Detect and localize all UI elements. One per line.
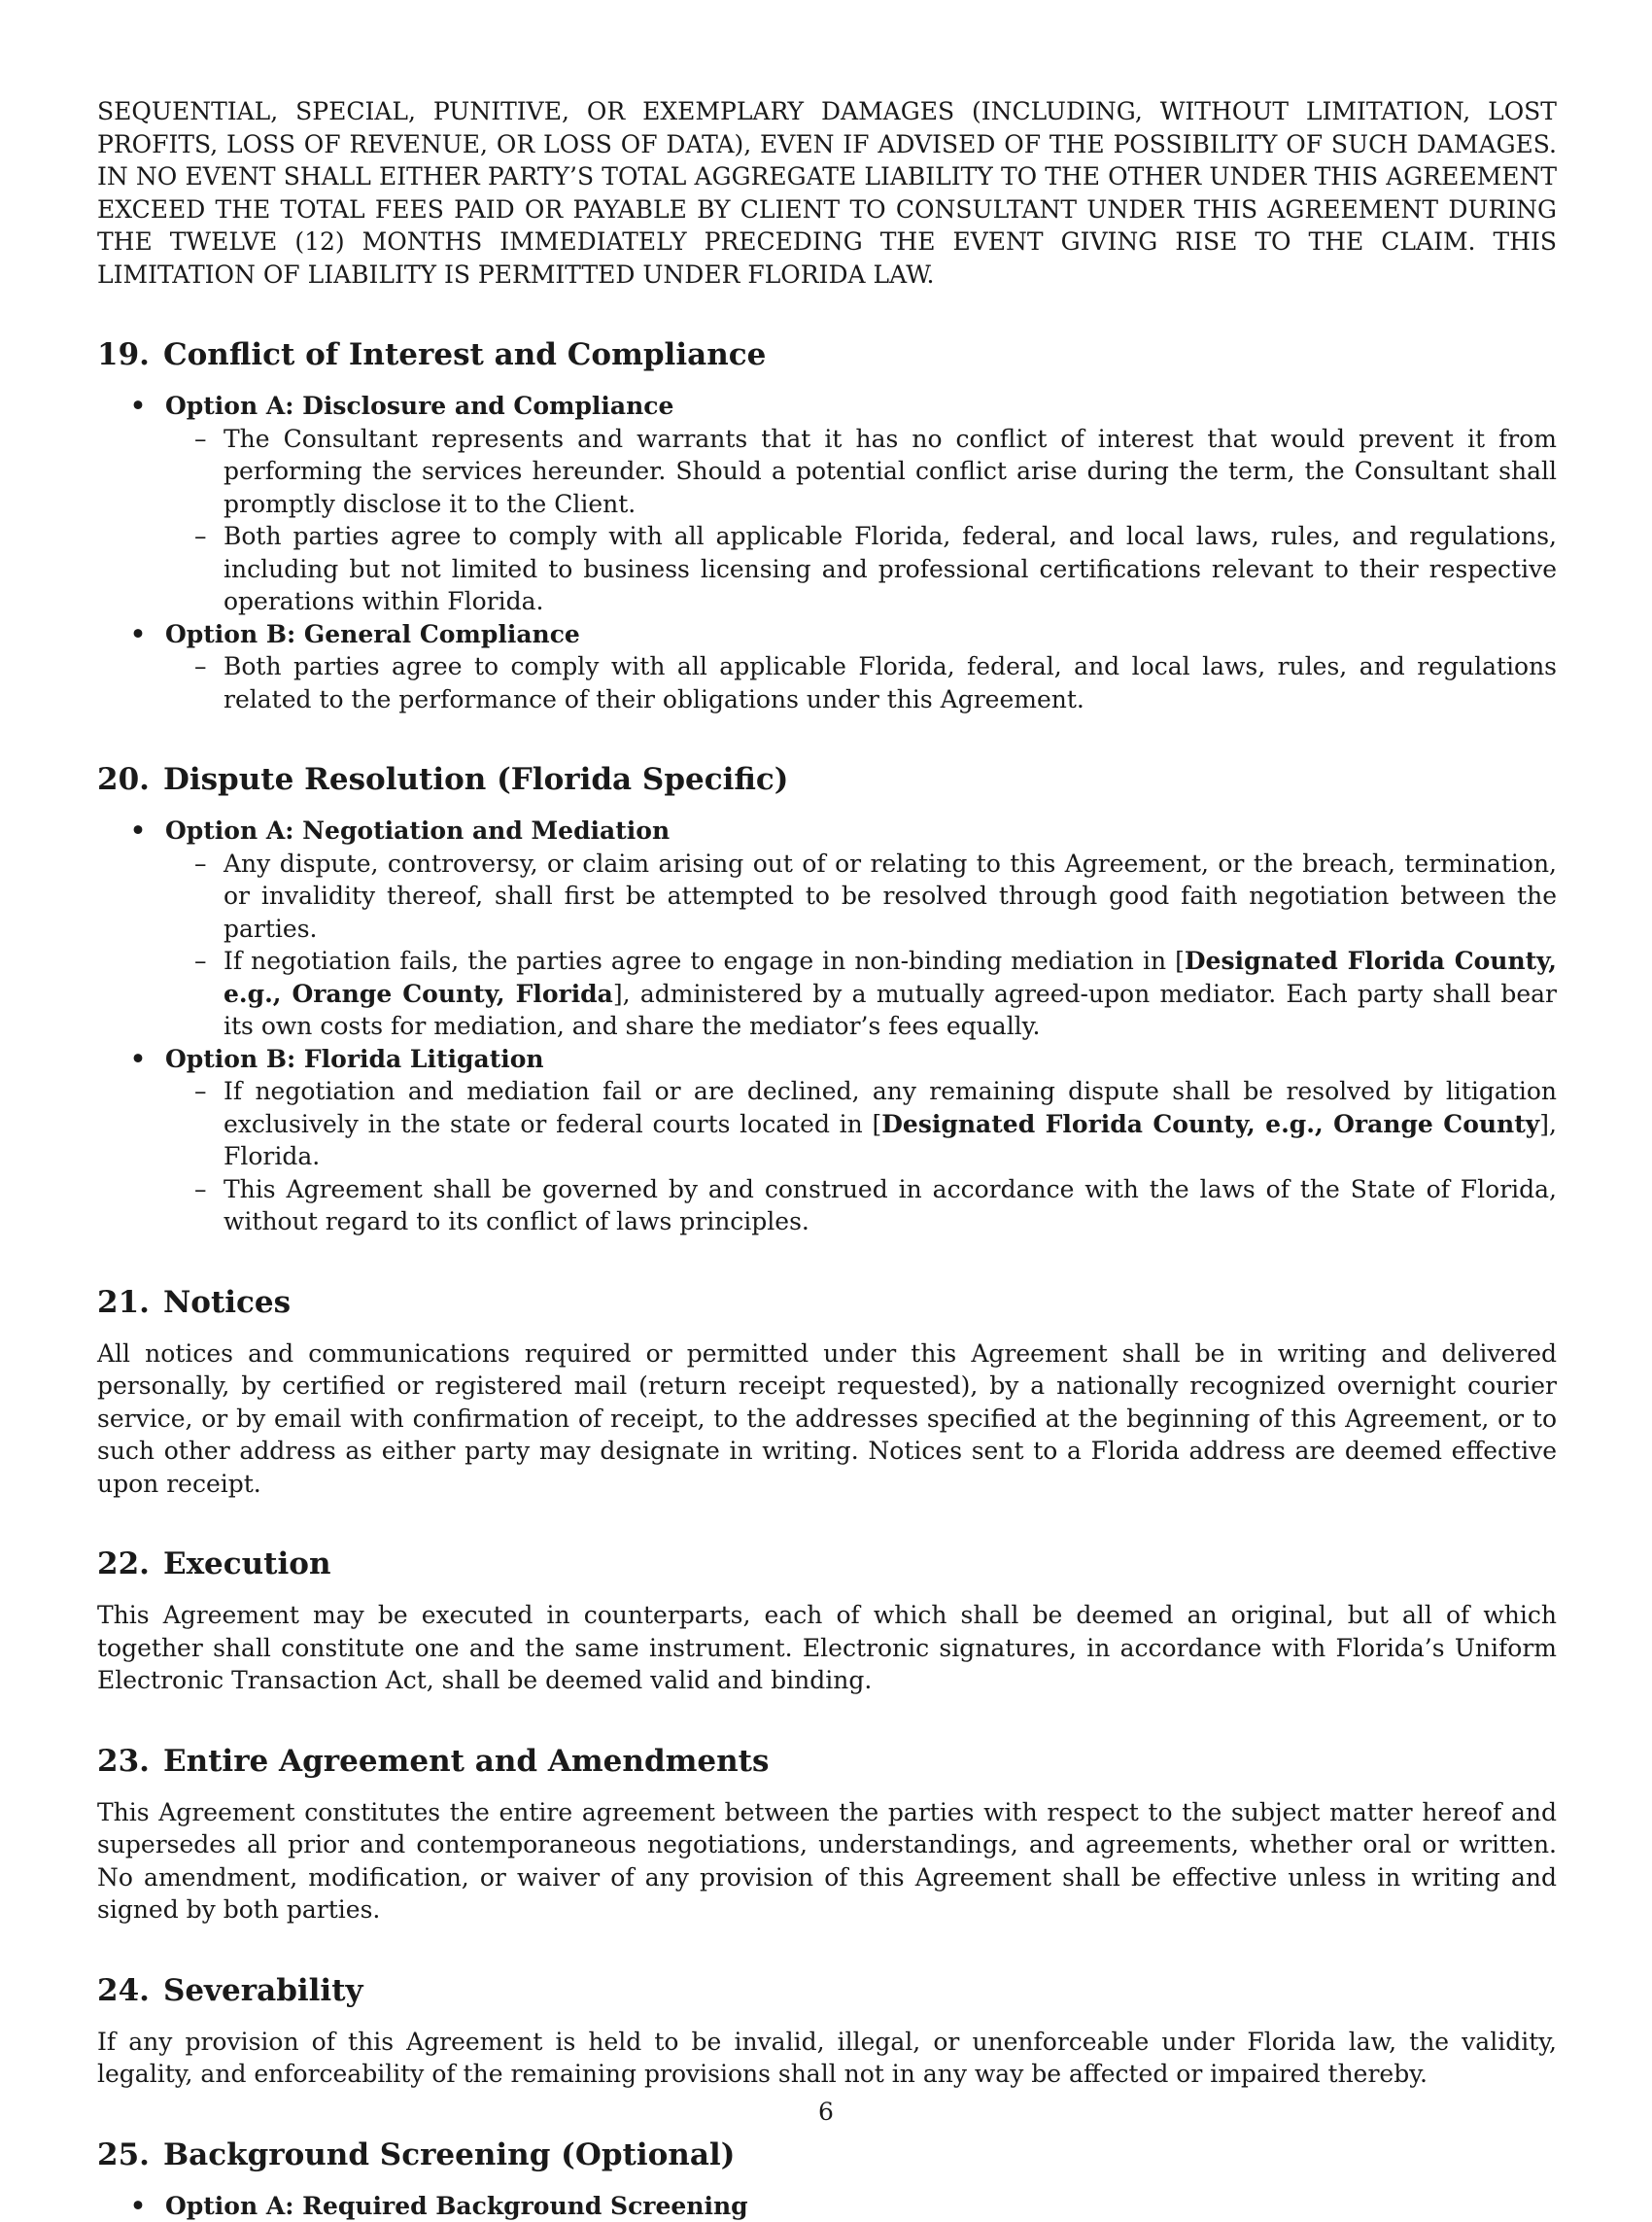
- option-subitems: [165, 1075, 1557, 1238]
- option-title: Option A: Required Background Screening: [165, 2190, 1557, 2222]
- dash-icon: –: [194, 1173, 207, 1206]
- option-title: Option A: Disclosure and Compliance: [165, 390, 1557, 423]
- section-22-heading: [97, 1545, 1557, 1583]
- option-subitems: [165, 423, 1557, 618]
- option-item: [97, 618, 1557, 716]
- bullet-icon: •: [130, 390, 146, 423]
- option-subitems: [165, 848, 1557, 1043]
- bullet-icon: •: [130, 618, 146, 651]
- section-title: Notices: [163, 1285, 291, 1320]
- section-number: 19.: [97, 337, 150, 372]
- section-25-options: [97, 2190, 1557, 2222]
- list-item: – Any dispute, controversy, or claim arising out of or relating to this Agreement, or the breach, termination, or invalidity thereof, shall first be attempted to be resolved through good faith negotiation between the parties.: [165, 848, 1557, 946]
- bullet-icon: •: [130, 815, 146, 848]
- section-22-body: This Agreement may be executed in counterparts, each of which shall be deemed an original, but all of which together shall constitute one and the same instrument. Electronic signatures, in accordance with Florida’s Uniform Electronic Transaction Act, shall be deemed valid and binding.: [97, 1599, 1557, 1697]
- list-item: – If negotiation and mediation fail or are declined, any remaining dispute shall be resolved by litigation exclusively in the state or federal courts located in [Designated Florida County, e.g., Orange County], Florida.: [165, 1075, 1557, 1173]
- list-item: – Both parties agree to comply with all applicable Florida, federal, and local laws, rules, and regulations, including but not limited to business licensing and professional certifications relevant to their respective operations within Florida.: [165, 520, 1557, 618]
- section-title: Execution: [163, 1546, 331, 1581]
- section-23-body: This Agreement constitutes the entire agreement between the parties with respect to the subject matter hereof and supersedes all prior and contemporaneous negotiations, understandings, and agreements, whether oral or written. No amendment, modification, or waiver of any provision of this Agreement shall be effective unless in writing and signed by both parties.: [97, 1796, 1557, 1927]
- dash-icon: –: [194, 650, 207, 683]
- dash-icon: –: [194, 423, 207, 456]
- option-subitems: [165, 650, 1557, 715]
- page-number: 6: [0, 2098, 1652, 2126]
- section-title: Conflict of Interest and Compliance: [163, 337, 766, 372]
- section-number: 23.: [97, 1744, 150, 1779]
- section-24-heading: [97, 1971, 1557, 2010]
- dash-icon: –: [194, 945, 207, 978]
- section-23-heading: [97, 1742, 1557, 1781]
- section-19-options: [97, 390, 1557, 715]
- option-item: [97, 390, 1557, 618]
- bullet-icon: •: [130, 1043, 146, 1076]
- section-24-body: If any provision of this Agreement is held to be invalid, illegal, or unenforceable under Florida law, the validity, legality, and enforceability of the remaining provisions shall not in any way be affected or impaired thereby.: [97, 2026, 1557, 2091]
- option-title: Option B: General Compliance: [165, 618, 1557, 651]
- section-title: Dispute Resolution (Florida Specific): [163, 762, 789, 797]
- list-item: – Both parties agree to comply with all applicable Florida, federal, and local laws, rules, and regulations related to the performance of their obligations under this Agreement.: [165, 650, 1557, 715]
- section-21-body: All notices and communications required or permitted under this Agreement shall be in writing and delivered personally, by certified or registered mail (return receipt requested), by a nationally recognized overnight courier service, or by email with confirmation of receipt, to the addresses specified at the beginning of this Agreement, or to such other address as either party may designate in writing. Notices sent to a Florida address are deemed effective upon receipt.: [97, 1337, 1557, 1501]
- option-item: [97, 815, 1557, 1043]
- section-21-heading: [97, 1283, 1557, 1322]
- section-title: Background Screening (Optional): [163, 2137, 735, 2172]
- option-title: Option B: Florida Litigation: [165, 1043, 1557, 1076]
- section-title: Entire Agreement and Amendments: [163, 1744, 770, 1779]
- section-20-heading: [97, 760, 1557, 799]
- list-item: – This Agreement shall be governed by and construed in accordance with the laws of the State of Florida, without regard to its conflict of laws principles.: [165, 1173, 1557, 1238]
- section-number: 25.: [97, 2137, 150, 2172]
- placeholder-county: Designated Florida County, e.g., Orange County: [881, 1110, 1539, 1138]
- section-20-options: [97, 815, 1557, 1238]
- placeholder-county: Designated Florida County, e.g., Orange County, Florida: [224, 947, 1557, 1008]
- section-19-heading: [97, 335, 1557, 374]
- section-number: 22.: [97, 1546, 150, 1581]
- document-page: [97, 95, 1557, 2222]
- option-item: [97, 1043, 1557, 1238]
- list-item: – The Consultant represents and warrants that it has no conflict of interest that would prevent it from performing the services hereunder. Should a potential conflict arise during the term, the Consultant shall promptly disclose it to the Client.: [165, 423, 1557, 521]
- option-title: Option A: Negotiation and Mediation: [165, 815, 1557, 848]
- list-item: – If negotiation fails, the parties agree to engage in non-binding mediation in [Designated Florida County, e.g., Orange County, Florida], administered by a mutually agreed-upon mediator. Each party shall bear its own costs for mediation, and share the mediator’s fees equally.: [165, 945, 1557, 1043]
- bullet-icon: •: [130, 2190, 146, 2222]
- section-number: 20.: [97, 762, 150, 797]
- section-number: 21.: [97, 1285, 150, 1320]
- section-number: 24.: [97, 1973, 150, 2008]
- option-item: [97, 2190, 1557, 2222]
- dash-icon: –: [194, 1075, 207, 1108]
- dash-icon: –: [194, 848, 207, 881]
- liability-continuation-text: SEQUENTIAL, SPECIAL, PUNITIVE, OR EXEMPLARY DAMAGES (INCLUDING, WITHOUT LIMITATION, LOST PROFITS, LOSS OF REVENUE, OR LOSS OF DATA), EVEN IF ADVISED OF THE POSSIBILITY OF SUCH DAMAGES. IN NO EVENT SHALL EITHER PARTY’S TOTAL AGGREGATE LIABILITY TO THE OTHER UNDER THIS AGREEMENT EXCEED THE TOTAL FEES PAID OR PAYABLE BY CLIENT TO CONSULTANT UNDER THIS AGREEMENT DURING THE TWELVE (12) MONTHS IMMEDIATELY PRECEDING THE EVENT GIVING RISE TO THE CLAIM. THIS LIMITATION OF LIABILITY IS PERMITTED UNDER FLORIDA LAW.: [97, 95, 1557, 291]
- section-25-heading: [97, 2135, 1557, 2174]
- section-title: Severability: [163, 1973, 363, 2008]
- dash-icon: –: [194, 520, 207, 553]
